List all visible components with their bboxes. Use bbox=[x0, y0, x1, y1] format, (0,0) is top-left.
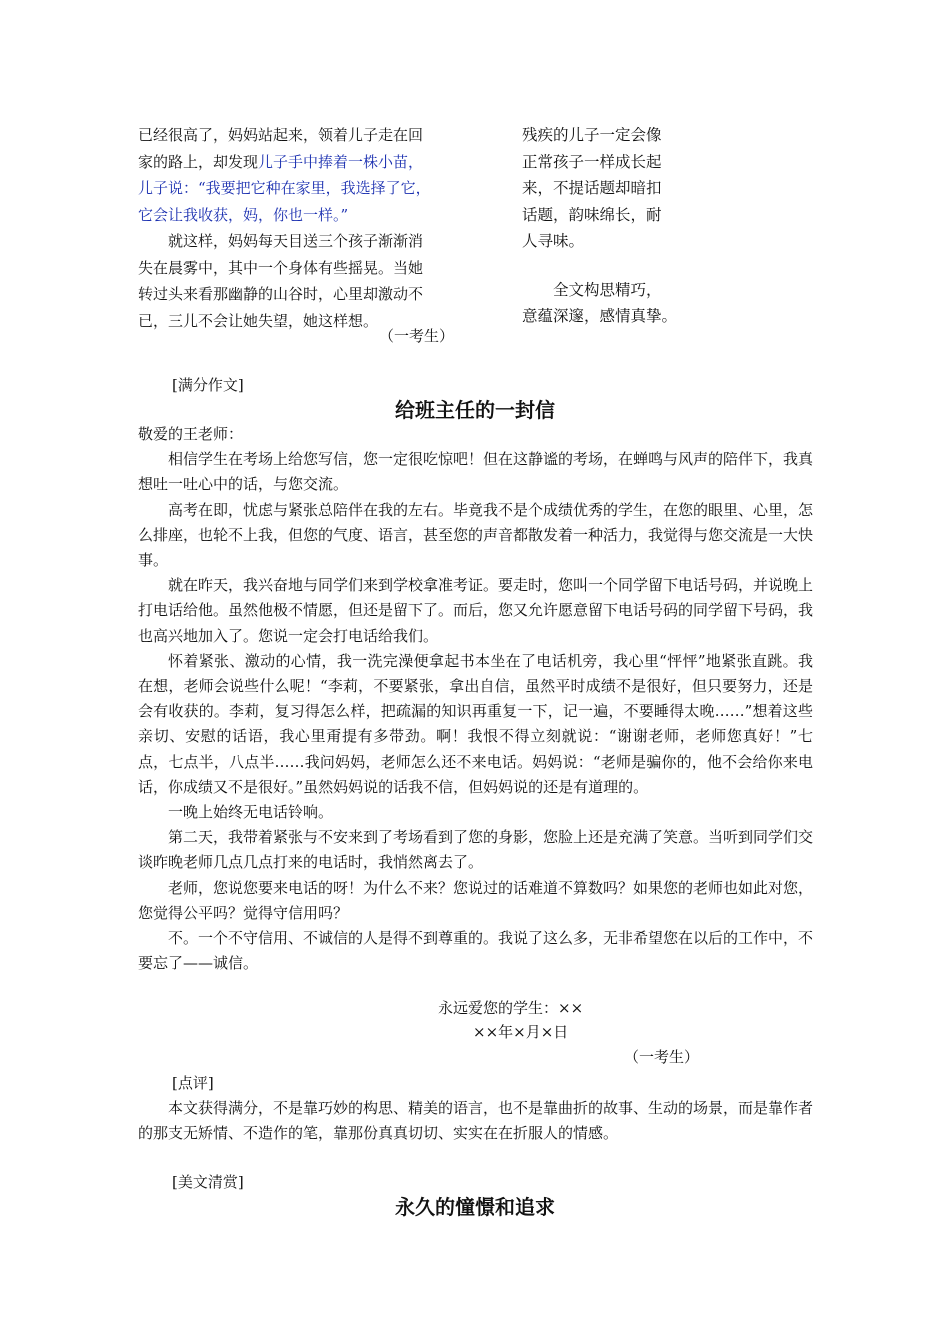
article-body bbox=[138, 422, 813, 976]
paragraph: 不。一个不守信用、不诚信的人是得不到尊重的。我说了这么多，无非希望您在以后的工作中，不要忘了——诚信。 bbox=[138, 929, 814, 973]
essay-line: 已经很高了，妈妈站起来，领着儿子走在回 bbox=[138, 126, 424, 144]
commentary-line: 话题，韵味绵长，耐 bbox=[522, 205, 662, 224]
review-paragraph: 本文获得满分，不是靠巧妙的构思、精美的语言，也不是靠曲折的故事、生动的场景，而是靠作者的那支无矫情、不造作的笔，靠那份真真切切、实实在在折服人的情感。 bbox=[138, 1099, 814, 1142]
essay-line: 已，三儿不会让她失望，她这样想。 bbox=[138, 311, 379, 330]
commentary-line: 意蕴深邃，感情真挚。 bbox=[522, 307, 678, 325]
commentary-line: 全文构思精巧， bbox=[553, 280, 662, 299]
essay-line: 失在晨雾中，其中一个身体有些摇晃。当她 bbox=[138, 258, 424, 277]
paragraph: 老师，您说您要来电话的呀！为什么不来？您说过的话难道不算数吗？如果您的老师也如此对您，您觉得公平吗？觉得守信用吗？ bbox=[138, 878, 814, 922]
highlighted-text: 儿子手中捧着一株小苗， bbox=[258, 152, 424, 171]
article-title: 给班主任的一封信 bbox=[395, 398, 555, 422]
paragraph: 第二天，我带着紧张与不安来到了考场看到了您的身影，您脸上还是充满了笑意。当听到同学们交谈昨晚老师几点几点打来的电话时，我悄然离去了。 bbox=[138, 828, 814, 872]
previous-essay-ending bbox=[138, 122, 483, 334]
paragraph: 怀着紧张、激动的心情，我一洗完澡便拿起书本坐在了电话机旁，我心里“怦怦”地紧张直跳。我在想，老师会说些什么呢！“李莉，不要紧张，拿出自信，虽然平时成绩不是很好，但只要努力，还是会有收获的。李莉，复习得怎么样，把疏漏的知识再重复一下，记一遍，不要睡得太晚……”想着这些亲切、安慰的话语，我心里甭提有多带劲。啊！我恨不得立刻就说：“谢谢老师，老师您真好！”七点，七点半，八点半……我问妈妈，老师怎么还不来电话。妈妈说：“老师是骗你的，他不会给你来电话，你成绩又不是很好。”虽然妈妈说的话我不信，但妈妈说的还是有道理的。 bbox=[138, 651, 813, 796]
essay-line: 就这样，妈妈每天目送三个孩子渐渐消 bbox=[168, 232, 424, 250]
letter-date: ××年×月×日 bbox=[473, 1023, 569, 1041]
paragraph: 高考在即，忧虑与紧张总陪伴在我的左右。毕竟我不是个成绩优秀的学生，在您的眼里、心里，怎么排座，也轮不上我，但您的气度、语言，甚至您的声音都散发着一种活力，我觉得与您交流是一大快事。 bbox=[138, 500, 814, 570]
paragraph: 就在昨天，我兴奋地与同学们来到学校拿准考证。要走时，您叫一个同学留下电话号码，并说晚上打电话给他。虽然他极不情愿，但还是留下了。而后，您又允许愿意留下电话号码的同学留下号码，我也高兴地加入了。您说一定会打电话给我们。 bbox=[138, 576, 814, 645]
author-byline: （一考生） bbox=[624, 1048, 700, 1066]
commentary-line: 人寻味。 bbox=[522, 232, 585, 250]
author-byline: （一考生） bbox=[379, 327, 455, 345]
commentary-line: 来，不提话题却暗扣 bbox=[522, 179, 662, 197]
review-label: [点评] bbox=[172, 1074, 214, 1092]
side-commentary bbox=[522, 122, 687, 330]
essay-line: 转过头来看那幽静的山谷时，心里却激动不 bbox=[138, 285, 424, 303]
section-label: [满分作文] bbox=[172, 376, 244, 394]
highlighted-text: 它会让我收获，妈，你也一样。” bbox=[138, 205, 349, 224]
paragraph: 一晚上始终无电话铃响。 bbox=[168, 803, 334, 822]
next-article-title: 永久的憧憬和追求 bbox=[395, 1195, 555, 1219]
salutation: 敬爱的王老师： bbox=[138, 425, 244, 443]
essay-line: 家的路上，却发现儿子手中捧着一株小苗， bbox=[138, 152, 424, 171]
section-label: [美文清赏] bbox=[172, 1173, 244, 1191]
paragraph: 相信学生在考场上给您写信，您一定很吃惊吧！但在这静谧的考场，在蝉鸣与风声的陪伴下，我真想吐一吐心中的话，与您交流。 bbox=[138, 450, 814, 494]
commentary-line: 残疾的儿子一定会像 bbox=[522, 126, 662, 144]
highlighted-text: 儿子说：“我要把它种在家里，我选择了它， bbox=[138, 179, 431, 197]
commentary-line: 正常孩子一样成长起 bbox=[522, 152, 662, 171]
review-text bbox=[138, 1096, 813, 1146]
letter-signature: 永远爱您的学生：×× bbox=[438, 999, 584, 1017]
